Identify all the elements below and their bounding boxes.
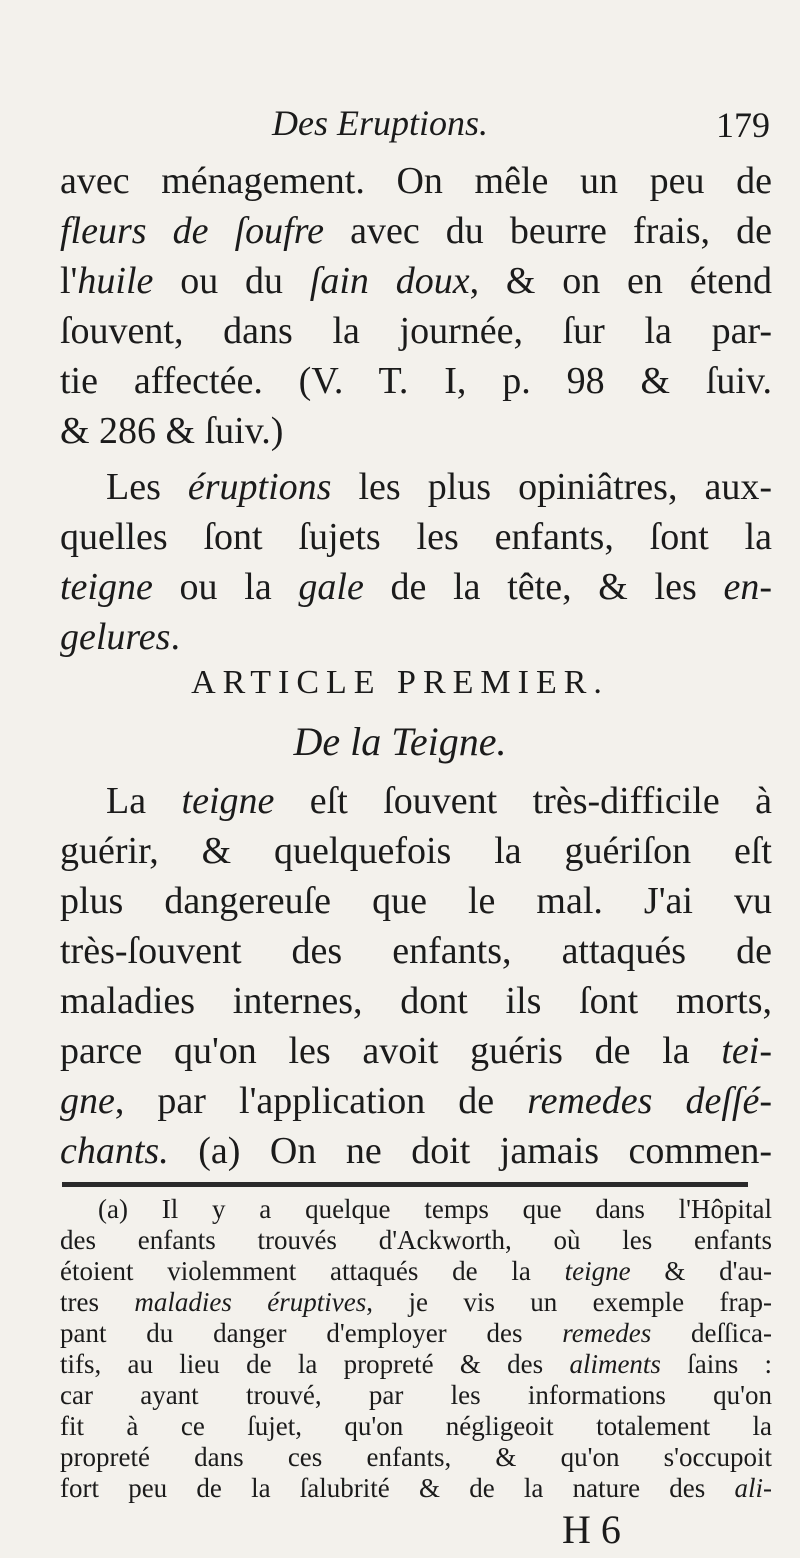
footnote-line: pant du danger d'employer des remedes deſſica- xyxy=(60,1318,772,1348)
page-header xyxy=(0,100,800,156)
text-line: gne, par l'application de remedes deſſé- xyxy=(60,1080,772,1122)
text-line: tie affectée. (V. T. I, p. 98 & ſuiv. xyxy=(60,360,772,402)
text-line: chants. (a) On ne doit jamais commen- xyxy=(60,1130,772,1172)
text-line: & 286 & ſuiv.) xyxy=(60,410,284,452)
text-line: avec ménagement. On mêle un peu de xyxy=(60,160,772,202)
text-line: l'huile ou du ſain doux, & on en étend xyxy=(60,260,772,302)
signature-mark: H 6 xyxy=(562,1507,621,1552)
text-line: parce qu'on les avoit guéris de la tei- xyxy=(60,1030,772,1072)
footnote-line: fort peu de la ſalubrité & de la nature des ali- xyxy=(60,1473,772,1503)
footnote-line: (a) Il y a quelque temps que dans l'Hôpital xyxy=(98,1194,772,1224)
text-line: fleurs de ſoufre avec du beurre frais, de xyxy=(60,210,772,252)
footnote-line: propreté dans ces enfants, & qu'on s'occupoit xyxy=(60,1442,772,1472)
footnote-line: des enfants trouvés d'Ackworth, où les enfants xyxy=(60,1225,772,1255)
running-title: Des Eruptions. xyxy=(272,103,488,143)
text-line: quelles ſont ſujets les enfants, ſont la xyxy=(60,516,772,558)
page-number: 179 xyxy=(716,105,770,145)
text-line: plus dangereuſe que le mal. J'ai vu xyxy=(60,880,772,922)
article-heading: ARTICLE PREMIER. xyxy=(191,664,609,701)
text-line: maladies internes, dont ils ſont morts, xyxy=(60,980,772,1022)
text-line: gelures. xyxy=(60,616,180,658)
text-line: très-ſouvent des enfants, attaqués de xyxy=(60,930,772,972)
footnote-line: étoient violemment attaqués de la teigne & d'au- xyxy=(60,1256,772,1286)
text-line: La teigne eſt ſouvent très-difficile à xyxy=(106,780,772,822)
footnote-line: car ayant trouvé, par les informations qu'on xyxy=(60,1380,772,1410)
footnote-rule xyxy=(62,1182,748,1187)
text-line: ſouvent, dans la journée, ſur la par- xyxy=(60,310,772,352)
section-heading: De la Teigne. xyxy=(293,719,507,764)
text-line: guérir, & quelquefois la guériſon eſt xyxy=(60,830,772,872)
footnote-line: fit à ce ſujet, qu'on négligeoit totalement la xyxy=(60,1411,772,1441)
text-line: Les éruptions les plus opiniâtres, aux- xyxy=(106,466,772,508)
footnote-line: tifs, au lieu de la propreté & des aliments ſains : xyxy=(60,1349,772,1379)
footnote-line: tres maladies éruptives, je vis un exemple frap- xyxy=(60,1287,772,1317)
text-line: teigne ou la gale de la tête, & les en- xyxy=(60,566,772,608)
